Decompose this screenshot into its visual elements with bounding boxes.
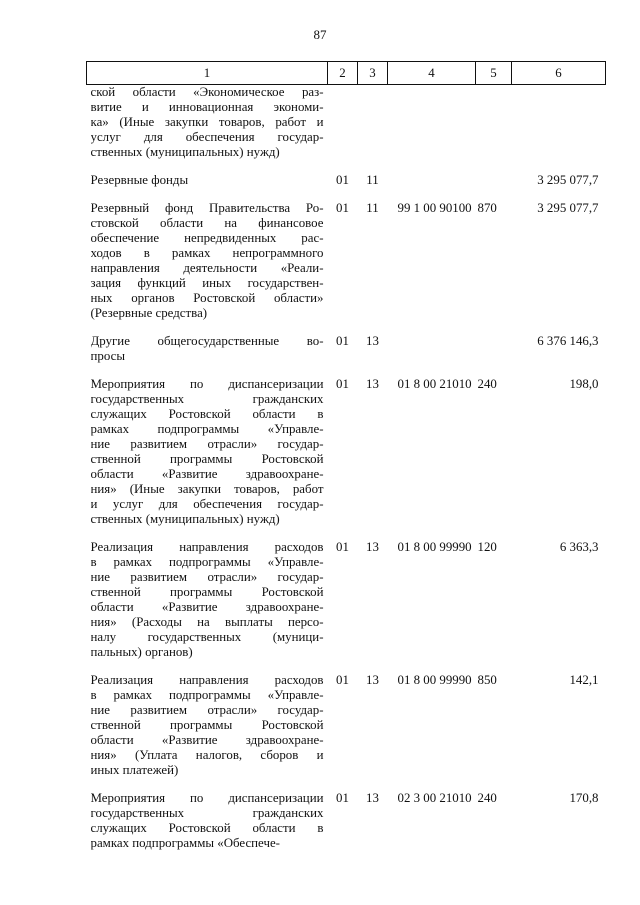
- section-code-cell: 01: [336, 173, 349, 187]
- subsection-code-cell: 11: [366, 173, 379, 187]
- description-cell: [87, 173, 328, 188]
- description-line: ственных (муниципальных) нужд): [90, 512, 280, 526]
- expense-type-cell: 850: [477, 673, 497, 687]
- description-line: просы: [90, 349, 125, 363]
- description-line: Реализация направления расходов: [90, 673, 324, 687]
- subsection-code-cell: 13: [366, 673, 379, 687]
- description-cell: [87, 85, 328, 161]
- expense-type-cell: 240: [477, 791, 497, 805]
- row-spacer: [87, 160, 606, 173]
- header-col-3: 3: [358, 62, 388, 85]
- subsection-code-cell: [358, 85, 388, 161]
- table-row: [87, 334, 606, 364]
- section-code-cell: 01: [336, 377, 349, 391]
- target-article-cell: 02 3 00 21010: [397, 791, 472, 805]
- header-col-5: 5: [476, 62, 512, 85]
- description-cell: [87, 377, 328, 527]
- target-article-cell: 01 8 00 21010: [397, 377, 472, 391]
- description-line: ние развитием отрасли» государ-: [90, 570, 324, 584]
- description-line: ственных (муниципальных) нужд): [90, 145, 280, 159]
- description-line: области «Развитие здравоохране-: [90, 467, 324, 481]
- target-article-cell: 01 8 00 99990: [397, 540, 472, 554]
- description-line: Мероприятия по диспансеризации: [90, 791, 324, 805]
- subsection-code-cell: 11: [366, 201, 379, 215]
- amount-cell: 142,1: [569, 673, 599, 687]
- table-header-row: [87, 62, 606, 85]
- subsection-code-cell: 13: [366, 377, 379, 391]
- section-code-cell: 01: [336, 791, 349, 805]
- row-spacer-cell: [87, 364, 606, 377]
- table-row: [87, 673, 606, 778]
- header-col-4: 4: [388, 62, 476, 85]
- description-cell: [87, 673, 328, 778]
- expense-type-cell: [476, 85, 512, 161]
- row-spacer: [87, 321, 606, 334]
- description-line: служащих Ростовской области в: [90, 821, 324, 835]
- target-article-cell: [388, 334, 476, 364]
- table-row: [87, 377, 606, 527]
- section-code-cell: 01: [336, 673, 349, 687]
- expense-type-cell: [476, 334, 512, 364]
- section-code-cell: [328, 85, 358, 161]
- header-col-1: 1: [87, 62, 328, 85]
- target-article-cell: [388, 85, 476, 161]
- description-line: ния» (Уплата налогов, сборов и: [90, 748, 324, 762]
- table-row: [87, 540, 606, 660]
- amount-cell: 3 295 077,7: [537, 201, 599, 215]
- description-line: Реализация направления расходов: [90, 540, 324, 554]
- header-col-2: 2: [328, 62, 358, 85]
- section-code-cell: 01: [336, 334, 349, 348]
- row-spacer-cell: [87, 188, 606, 201]
- description-line: Другие общегосударственные во-: [90, 334, 324, 348]
- description-line: направления деятельности «Реали-: [90, 261, 324, 275]
- amount-cell: 3 295 077,7: [537, 173, 599, 187]
- description-line: государственных гражданских: [90, 806, 324, 820]
- description-cell: [87, 540, 328, 660]
- expense-type-cell: 120: [477, 540, 497, 554]
- header-col-6: 6: [512, 62, 606, 85]
- row-spacer-cell: [87, 321, 606, 334]
- description-line: иных платежей): [90, 763, 179, 777]
- description-line: налу государственных (муници-: [90, 630, 324, 644]
- description-line: Мероприятия по диспансеризации: [90, 377, 324, 391]
- description-cell: [87, 201, 328, 321]
- subsection-code-cell: 13: [366, 334, 379, 348]
- description-line: служащих Ростовской области в: [90, 407, 324, 421]
- description-line: зация функций иных государствен-: [90, 276, 324, 290]
- row-spacer: [87, 660, 606, 673]
- table-row: [87, 791, 606, 851]
- description-line: государственных гражданских: [90, 392, 324, 406]
- expense-type-cell: 870: [477, 201, 497, 215]
- table-row: [87, 201, 606, 321]
- description-line: ния» (Иные закупки товаров, работ: [90, 482, 324, 496]
- subsection-code-cell: 13: [366, 540, 379, 554]
- description-line: ние развитием отрасли» государ-: [90, 703, 324, 717]
- description-line: в рамках подпрограммы «Управле-: [90, 688, 324, 702]
- table-body: [87, 85, 606, 852]
- expense-type-cell: [476, 173, 512, 188]
- row-spacer-cell: [87, 527, 606, 540]
- row-spacer-cell: [87, 660, 606, 673]
- section-code-cell: 01: [336, 540, 349, 554]
- description-line: области «Развитие здравоохране-: [90, 733, 324, 747]
- expense-type-cell: 240: [477, 377, 497, 391]
- row-spacer: [87, 778, 606, 791]
- description-line: рамках подпрограммы «Обеспече-: [90, 836, 280, 850]
- description-cell: [87, 791, 328, 851]
- amount-cell: 6 376 146,3: [537, 334, 599, 348]
- description-line: ской области «Экономическое раз-: [90, 85, 324, 99]
- row-spacer: [87, 364, 606, 377]
- subsection-code-cell: 13: [366, 791, 379, 805]
- amount-cell: 198,0: [569, 377, 599, 391]
- row-spacer-cell: [87, 160, 606, 173]
- row-spacer: [87, 527, 606, 540]
- target-article-cell: 01 8 00 99990: [397, 673, 472, 687]
- description-line: витие и инновационная экономи-: [90, 100, 324, 114]
- table-row: [87, 173, 606, 188]
- description-line: ния» (Расходы на выплаты персо-: [90, 615, 324, 629]
- description-line: ка» (Иные закупки товаров, работ и: [90, 115, 324, 129]
- row-spacer: [87, 188, 606, 201]
- description-line: (Резервные средства): [90, 306, 208, 320]
- description-line: ственной программы Ростовской: [90, 452, 324, 466]
- amount-cell: 170,8: [569, 791, 599, 805]
- description-line: ходов в рамках непрограммного: [90, 246, 324, 260]
- description-line: ных органов Ростовской области»: [90, 291, 324, 305]
- description-line: области «Развитие здравоохране-: [90, 600, 324, 614]
- amount-cell: 6 363,3: [559, 540, 599, 554]
- description-line: Резервные фонды: [90, 173, 189, 187]
- budget-table: [86, 61, 606, 851]
- description-line: услуг для обеспечения государ-: [90, 130, 324, 144]
- description-line: обеспечение непредвиденных рас-: [90, 231, 324, 245]
- description-cell: [87, 334, 328, 364]
- description-line: ственной программы Ростовской: [90, 718, 324, 732]
- table-row: [87, 85, 606, 161]
- page-number: 87: [313, 27, 327, 42]
- description-line: в рамках подпрограммы «Управле-: [90, 555, 324, 569]
- target-article-cell: 99 1 00 90100: [397, 201, 472, 215]
- description-line: рамках подпрограммы «Управле-: [90, 422, 324, 436]
- amount-cell: [512, 85, 606, 161]
- description-line: ственной программы Ростовской: [90, 585, 324, 599]
- description-line: и услуг для обеспечения государ-: [90, 497, 324, 511]
- description-line: пальных) органов): [90, 645, 193, 659]
- description-line: ние развитием отрасли» государ-: [90, 437, 324, 451]
- description-line: Резервный фонд Правительства Ро-: [90, 201, 324, 215]
- section-code-cell: 01: [336, 201, 349, 215]
- target-article-cell: [388, 173, 476, 188]
- description-line: стовской области на финансовое: [90, 216, 324, 230]
- row-spacer-cell: [87, 778, 606, 791]
